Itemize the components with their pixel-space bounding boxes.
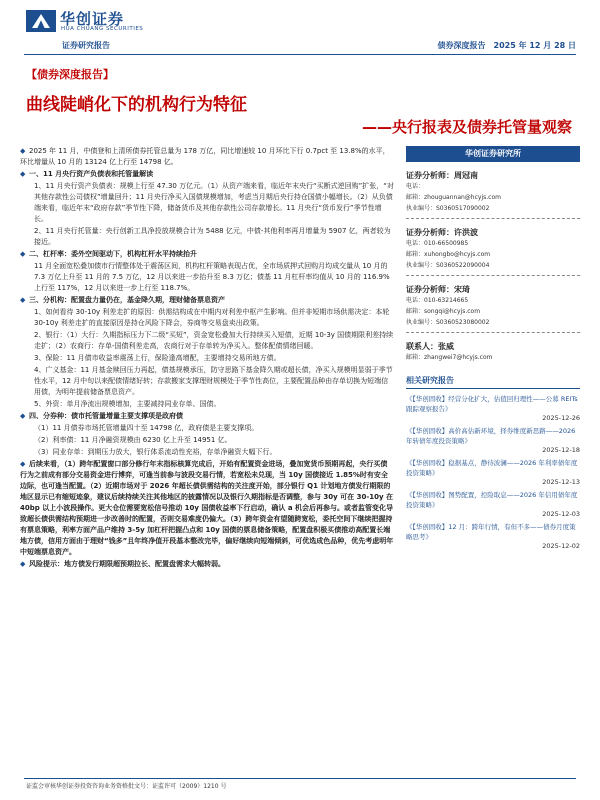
sidebar — [406, 146, 580, 554]
analyst-card — [406, 341, 580, 363]
footer-text: 证监会审核华创证券投资咨询业务资格批文号：证监许可（2009）1210 号 — [26, 783, 227, 790]
body-paragraph — [20, 559, 394, 570]
body-paragraph — [20, 459, 394, 558]
analyst-name: 证券分析师：许洪波 — [406, 228, 478, 237]
body-paragraph — [20, 307, 394, 329]
body-paragraph — [20, 169, 394, 180]
analyst-name: 证券分析师：周冠南 — [406, 171, 478, 180]
footer-divider — [24, 778, 576, 779]
paragraph-text: 后续来看，（1）跨年配置窗口部分修行年末指标核算完成后，开始有配置资金进场，叠加宽货币预期再起，央行买债行为之前成有部分交易资金进行博弈，可逢当前参与波段交易行情，若宽松未兑现，当 10y 国债接近 1.85%时有安全边际，也可逢当配置。（2）近期市场对于 2026 年超长债供需结构的关注度开始，部分银行 Q1 计划地方债发行期限的地区显示已有缩短迹象，建议后续持续关注其他地区的披露情况以及银行久期指标是否调整，参与 30y 可在 30-10y 在 40bp 以上小波段操作。更大仓位需要宽松信号推动 10y 国债收益率下行启动，确认 a 机会后再参与。或者监管变化导致超长债供需结构预期进一步改善时的配置，否则交易难度仍偏大。（3）跨年资金有望随跨宽松，委托空间下继续把握持有票息策略，利率方面产品户维持 3-5y 加杠杆把握凸点和 10y 国债的票息储备策略，配置盘积极买债推动高配置长端地方债，信用方面由于理财“钱多”且年终净值开段基本整改完毕，偏好继续向短端倾斜，可优选成色品种，优先考虑明年中短端票息资产。 — [20, 460, 394, 556]
related-report-date: 2025-12-03 — [542, 510, 580, 518]
paragraph-text: 四、分券种：债市托管量增量主要支撑项是政府债 — [29, 412, 183, 420]
analyst-contact: 执业编号：S0360517090002 — [406, 205, 490, 212]
body-paragraph — [20, 295, 394, 306]
related-reports-title: 相关研究报告 — [406, 376, 454, 385]
bullet-icon: ◆ — [20, 296, 26, 304]
related-report-date: 2025-12-13 — [542, 478, 580, 486]
paragraph-text: （3）同业存单：到期压力放大，银行体系流动性充裕，存单净融资大幅下行。 — [34, 448, 277, 456]
paragraph-text: 1、如何看待 30-10y 利差走扩的原因：供需结构成在中期内对利差中枢产生影响。但并非短期市场供需决定：本轮 30-10y 利差走扩的直接原因是持仓风险下降会，券商等交易盘卖出政策。 — [34, 308, 390, 327]
bullet-icon: ◆ — [20, 460, 26, 468]
analyst-contact: 电话：010-66500985 — [406, 240, 469, 247]
bullet-icon: ◆ — [20, 412, 26, 420]
analyst-name: 证券分析师：宋琦 — [406, 285, 470, 294]
related-report-link[interactable]: 《【华创固收】图势配置，控险取息——2026 年信用债年度投资策略》 — [406, 491, 578, 509]
related-report-date: 2025-12-18 — [542, 446, 580, 454]
body-paragraph — [20, 249, 394, 260]
body-paragraph — [20, 435, 394, 446]
paragraph-text: 4、广义基金：11 月基金赎回压力再起，债基规模承压，防守思路下基金降久期或超长债，净买入规模明显弱于季节性水平，12 月中旬以来配债情绪好转；存款搬家支撑理财规模处于季节性高位，主要配置品种由存单切换为短端信用债，为明年提前储备票息资产。 — [34, 366, 393, 396]
paragraph-text: （2）利率债：11 月净融资规模由 6230 亿上升至 14951 亿。 — [34, 436, 232, 444]
body-paragraph — [20, 353, 394, 364]
analyst-separator — [406, 275, 580, 276]
analyst-card — [406, 170, 580, 219]
body-paragraph — [20, 365, 394, 398]
analyst-contact: 电话： — [406, 183, 425, 190]
body-paragraph — [20, 181, 394, 225]
bullet-icon: ◆ — [20, 170, 26, 178]
paragraph-text: 2025 年 11 月，中债登和上清所债券托管总量为 178 万亿，同比增速较 10 月环比下行 0.7pct 至 13.8%的水平，环比增量从 10 月的 13124 亿上行至 14798 亿。 — [20, 147, 390, 166]
related-report-link[interactable]: 《【华创固收】稳据基点，静待波澜——2026 年利率债年度投资策略》 — [406, 459, 578, 477]
related-report-date: 2025-12-26 — [542, 414, 580, 422]
body-paragraph — [20, 226, 394, 248]
header-divider — [24, 54, 576, 55]
analyst-separator — [406, 332, 580, 333]
header-date: 债券深度报告 2025 年 12 月 28 日 — [437, 41, 576, 50]
analyst-contact: 邮箱：zhangwei7@hcyjs.com — [406, 354, 493, 361]
paragraph-text: 一、11 月央行资产负债表和托管量解读 — [29, 170, 154, 178]
report-tag: 【债券深度报告】 — [26, 68, 114, 81]
bullet-icon: ◆ — [20, 147, 26, 155]
analyst-name: 联系人：张威 — [406, 342, 454, 351]
body-paragraph — [20, 423, 394, 434]
report-subtitle: ——央行报表及债券托管量观察 — [361, 118, 572, 136]
analyst-contact: 邮箱：songqi@hcyjs.com — [406, 308, 481, 315]
analyst-contact: 邮箱：zhouguannan@hcyjs.com — [406, 194, 501, 201]
analyst-contact: 执业编号：S0360523080002 — [406, 319, 490, 326]
analyst-separator — [406, 218, 580, 219]
logo-text-en: HUA CHUANG SECURITIES — [61, 26, 144, 32]
paragraph-text: （1）11 月债券市场托管增量四十至 14798 亿，政府债是主要支撑项。 — [34, 424, 259, 432]
paragraph-text: 3、保险：11 月债市收益率震荡上行，保险逢高增配，主要增持交易所地方债。 — [34, 354, 281, 362]
bullet-icon: ◆ — [20, 560, 26, 568]
related-reports-list — [406, 394, 580, 550]
related-report-link[interactable]: 《【华创固收】12 月：跨年行情，有但不多——债券月度策略思考》 — [406, 523, 576, 541]
main-body — [20, 146, 394, 571]
body-paragraph — [20, 447, 394, 458]
body-paragraph — [20, 399, 394, 410]
paragraph-text: 2、银行：（1）大行：久期指标压力下二级“买短”，资金宽松叠加大行持续买入短债，近期 10-3y 国债期限利差持续走扩；（2）农商行：存单-国债利差走高，农商行对于存单转为净买入。整体配债情绪回暖。 — [34, 331, 394, 350]
header-report-type: 证券研究报告 — [62, 41, 110, 50]
page-header — [0, 0, 600, 62]
body-paragraph — [20, 261, 394, 294]
logo-text-cn: 华创证券 — [60, 10, 125, 28]
report-title: 曲线陡峭化下的机构行为特征 — [26, 95, 247, 115]
analyst-contact: 电话：010-63214665 — [406, 297, 469, 304]
paragraph-text: 11 月全面宽松叠加债市行情整体处于震荡区间，机构杠杆策略表现占优，全市场质押式回购月均成交量从 10 月的 7.3 万亿上升至 11 月的 7.5 万亿，12 月以来进一步抬升至 8.3 万亿；债基 11 月杠杆率均值从 10 月的 116.9%上行至 117%，12 月以来进一步上行至 118.7%。 — [34, 262, 390, 292]
related-report-date: 2025-12-02 — [542, 542, 580, 550]
body-paragraph — [20, 411, 394, 422]
related-report-link[interactable]: 《【华创固收】经营分化扩大，估值回归理性——公募 REITs 跟踪观察报告》 — [406, 395, 578, 413]
analyst-contact: 邮箱：xuhongbo@hcyjs.com — [406, 251, 491, 258]
related-report-link[interactable]: 《【华创固收】高价高估新环境，择券维度新思路——2026 年转债年度投资策略》 — [406, 427, 576, 445]
analyst-card — [406, 284, 580, 333]
body-paragraph — [20, 146, 394, 168]
analyst-list — [406, 170, 580, 363]
paragraph-text: 二、杠杆率：委外空间驱动下，机构杠杆水平持续抬升 — [29, 250, 197, 258]
sidebar-header: 华创证券研究所 — [406, 146, 580, 162]
paragraph-text: 三、分机构：配置盘力量仍在，基金降久期，理财储备票息资产 — [29, 296, 225, 304]
body-paragraph — [20, 330, 394, 352]
analyst-contact: 执业编号：S0360522090004 — [406, 262, 490, 269]
company-logo-icon — [26, 10, 56, 32]
paragraph-text: 1、11 月央行资产负债表：规模上行至 47.30 万亿元。（1）从资产端来看，临近年末央行“买断式逆回购”扩张，“对其他存款性公司债权”增量回升；11 月央行净买入国债规模增加，考虑当月期后央行持仓国债小幅增长。（2）从负债端来看，临近年末“政府存款”季节性下降，储备货币及其他存款性公司存款增长。11 月央行“货币发行”季节性增长。 — [34, 182, 394, 223]
related-divider — [406, 388, 580, 389]
paragraph-text: 风险提示：地方债发行期限超预期拉长、配置盘需求大幅转弱。 — [29, 560, 225, 568]
analyst-card — [406, 227, 580, 276]
paragraph-text: 2、11 月央行托管量：央行创新工具净投放规模合计为 5488 亿元，中债-其他利率再月增量为 5907 亿，两者较为接近。 — [34, 227, 391, 246]
bullet-icon: ◆ — [20, 250, 26, 258]
paragraph-text: 5、外资：单月净流出规模增加，主要减持同业存单、国债。 — [34, 400, 221, 408]
